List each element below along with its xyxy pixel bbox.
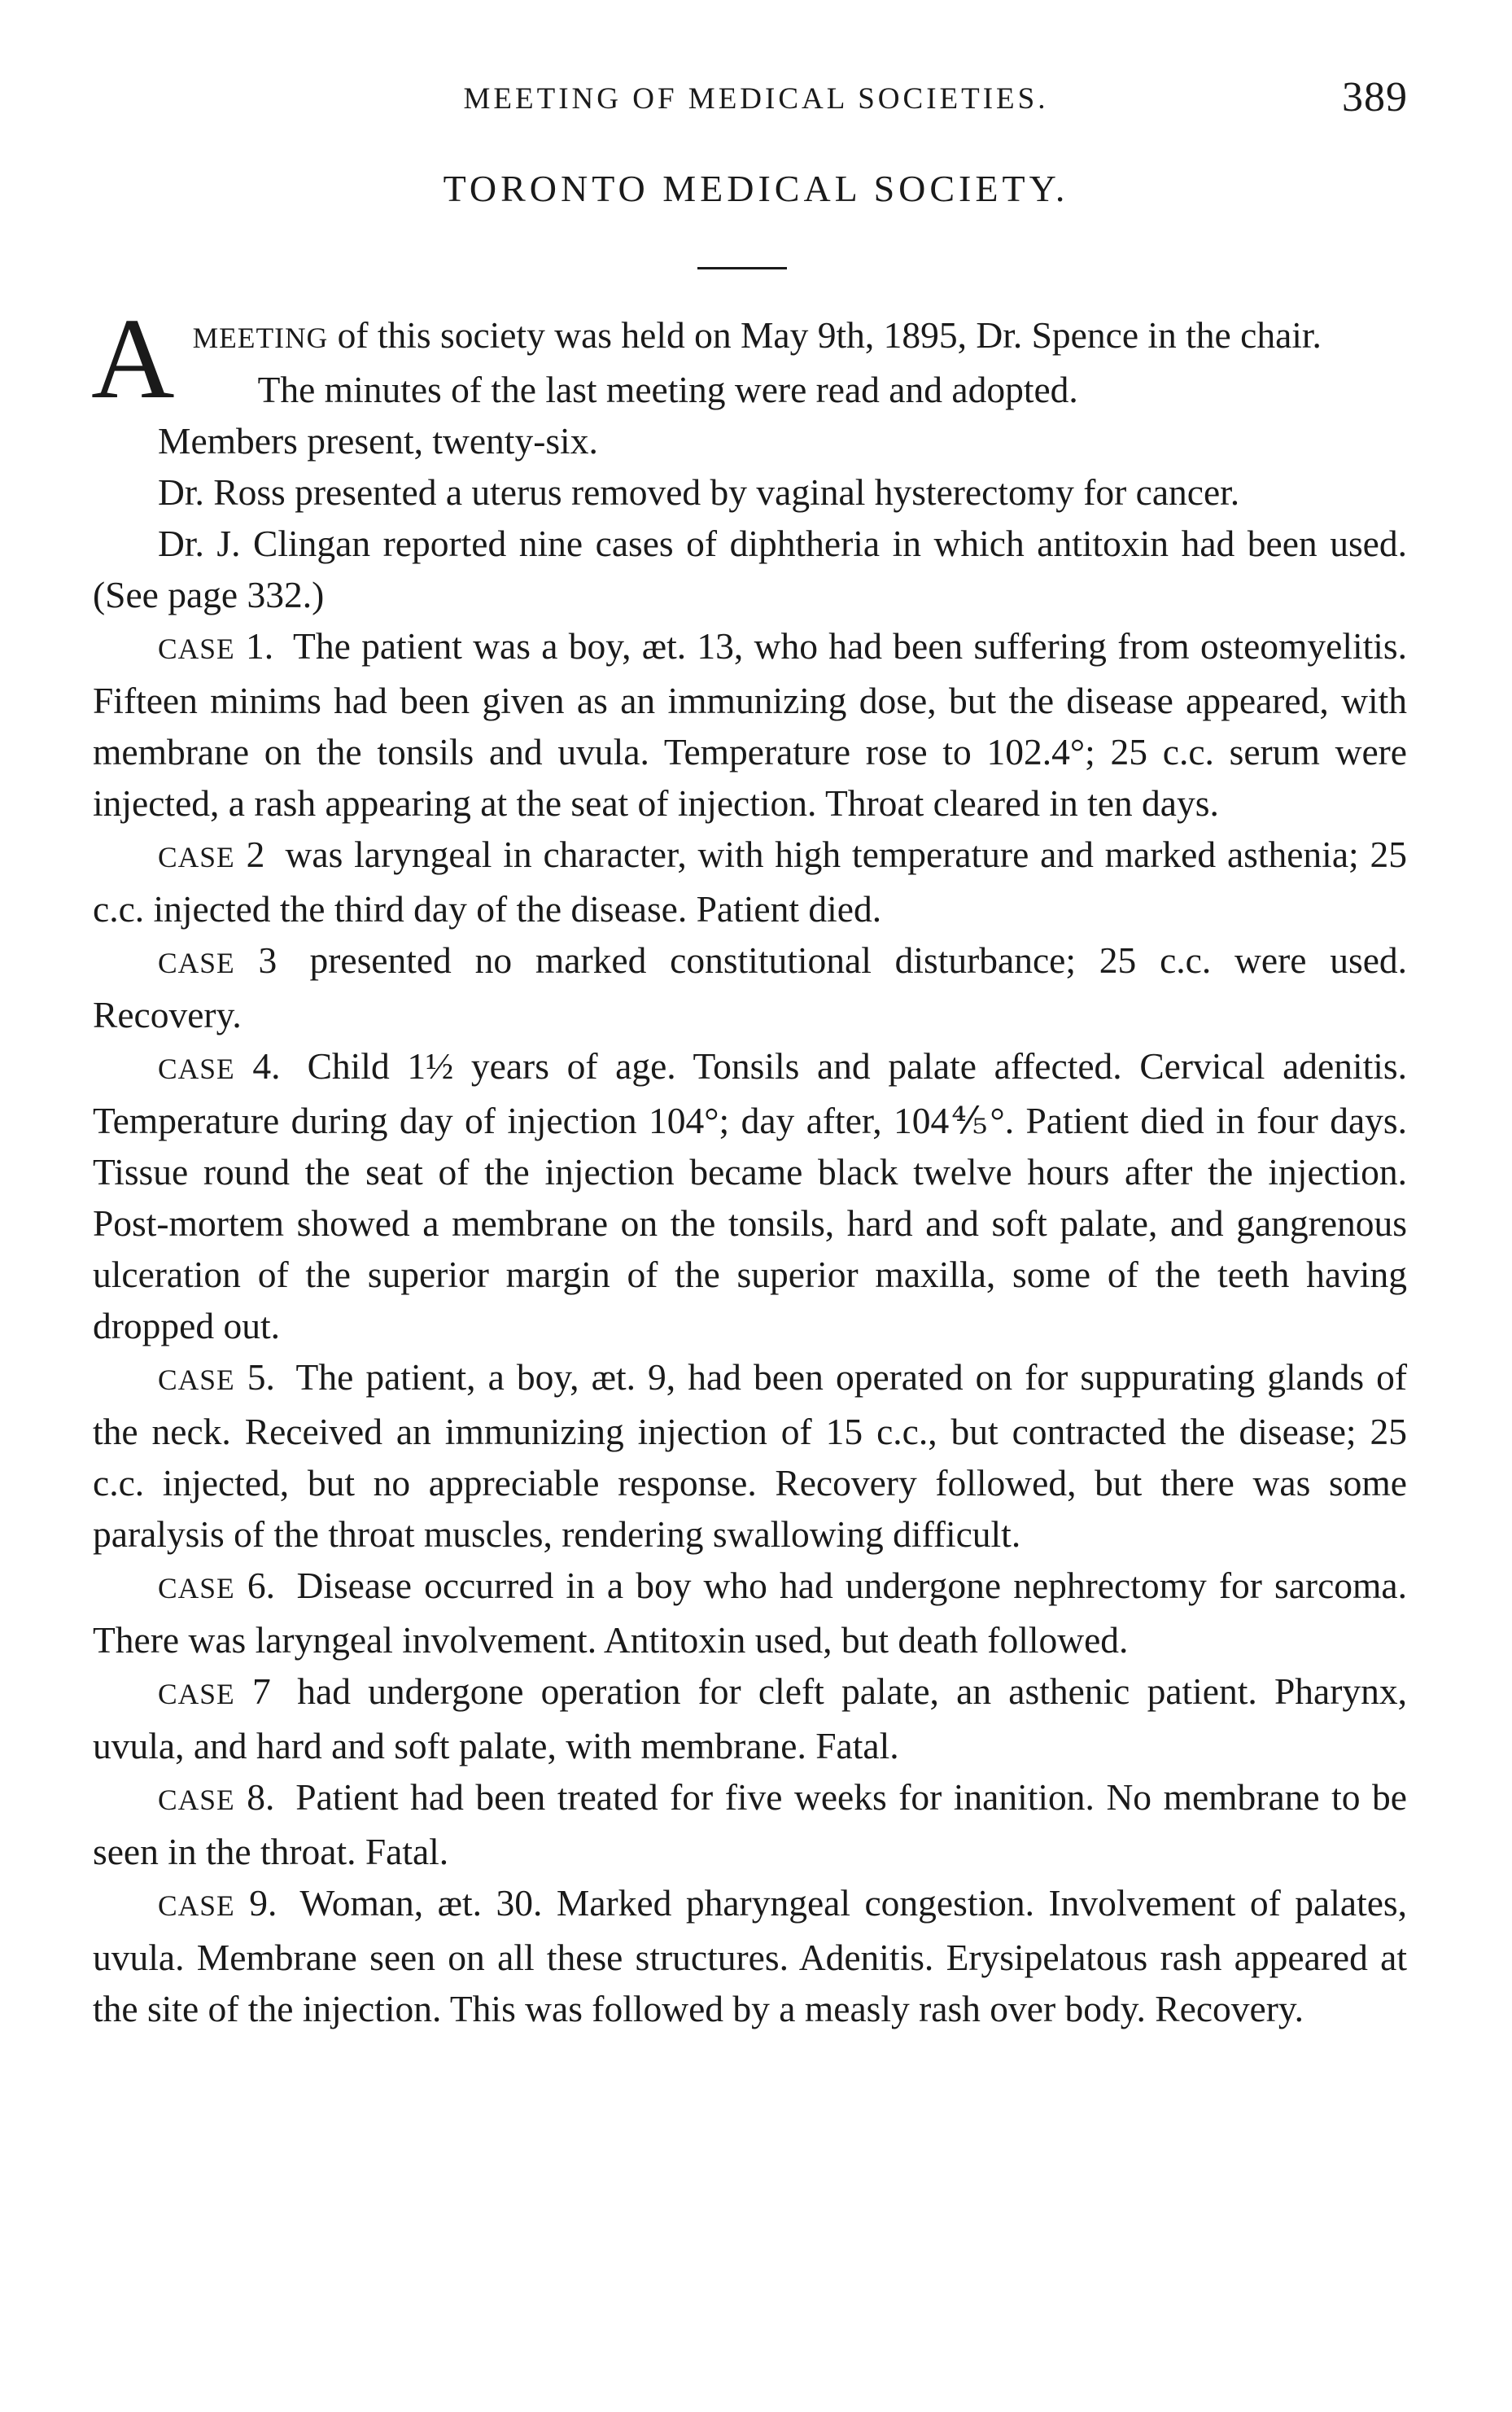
case-number: 6.	[247, 1565, 275, 1606]
opening-first-word: MEETING	[192, 322, 329, 354]
case-label: CASE	[158, 1572, 235, 1604]
case-paragraph	[93, 1877, 1407, 2034]
case-number: 9.	[249, 1882, 277, 1924]
page-number: 389	[1342, 74, 1408, 120]
paragraph-members: Members present, twenty-six.	[158, 420, 598, 462]
case-paragraph	[93, 1040, 1407, 1351]
case-number: 1.	[246, 625, 274, 667]
case-number: 5.	[247, 1356, 275, 1398]
case-label: CASE	[158, 1053, 235, 1085]
case-number: 3	[258, 939, 277, 981]
title-divider	[697, 267, 787, 269]
running-head: MEETING OF MEDICAL SOCIETIES.	[463, 82, 1049, 116]
drop-cap: A	[91, 294, 175, 422]
case-number: 4.	[252, 1045, 281, 1087]
article-title: TORONTO MEDICAL SOCIETY.	[443, 168, 1069, 209]
paragraph-ross: Dr. Ross presented a uterus removed by vaginal hysterectomy for cancer.	[158, 471, 1240, 513]
case-label: CASE	[158, 633, 235, 665]
case-paragraph	[93, 620, 1407, 829]
case-text: Woman, æt. 30. Marked pharyngeal congestion. Involvement of palates, uvula. Membrane seen on all these structures. Adenitis. Erysipelatous rash appeared at the site of the injection. This was followed by a measly rash over body. Recovery.	[93, 1882, 1408, 2029]
case-label: CASE	[158, 1889, 235, 1922]
case-text: had undergone operation for cleft palate, an asthenic patient. Pharynx, uvula, and hard and soft palate, with membrane. Fatal.	[93, 1670, 1408, 1766]
case-paragraph	[93, 1351, 1407, 1560]
case-number: 7	[251, 1670, 271, 1712]
case-text: Child 1½ years of age. Tonsils and palate affected. Cervical adenitis. Temperature during day of injection 104°; day after, 104⅘°. Patient died in four days. Tissue round the seat of the injection became black twelve hours after the injection. Post-mortem showed a membrane on the tonsils, hard and soft palate, and gangrenous ulceration of the superior margin of the superior maxilla, some of the teeth having dropped out.	[93, 1045, 1407, 1346]
case-text: Disease occurred in a boy who had undergone nephrectomy for sarcoma. There was laryngeal involvement. Antitoxin used, but death followed.	[93, 1565, 1407, 1661]
case-label: CASE	[158, 1364, 235, 1396]
article-body	[91, 294, 1408, 2034]
case-paragraph	[93, 1771, 1407, 1877]
case-paragraph	[93, 1666, 1407, 1771]
case-paragraph	[93, 1560, 1407, 1666]
paragraph-clingan: Dr. J. Clingan reported nine cases of diphtheria in which antitoxin had been used. (See page 332.)	[93, 523, 1407, 615]
case-label: CASE	[158, 1678, 235, 1710]
case-label: CASE	[158, 1784, 235, 1816]
case-text: The patient was a boy, æt. 13, who had been suffering from osteomyelitis. Fifteen minims had been given as an immunizing dose, but the disease appeared, with membrane on the tonsils and uvula. Temperature rose to 102.4°; 25 c.c. serum were injected, a rash appearing at the seat of injection. Throat cleared in ten days.	[93, 625, 1408, 824]
case-text: was laryngeal in character, with high temperature and marked asthenia; 25 c.c. injected the third day of the disease. Patient died.	[93, 834, 1407, 930]
case-label: CASE	[158, 947, 235, 979]
case-number: 8.	[247, 1776, 275, 1818]
paragraph-minutes: The minutes of the last meeting were read and adopted.	[257, 369, 1078, 410]
case-text: Patient had been treated for five weeks for inanition. No membrane to be seen in the throat. Fatal.	[93, 1776, 1407, 1872]
case-label: CASE	[158, 841, 235, 873]
case-text: presented no marked constitutional disturbance; 25 c.c. were used. Recovery.	[93, 939, 1408, 1035]
case-paragraph	[93, 935, 1407, 1040]
case-paragraph	[93, 829, 1407, 935]
case-number: 2	[246, 834, 265, 875]
case-text: The patient, a boy, æt. 9, had been operated on for suppurating glands of the neck. Received an immunizing injection of 15 c.c., but contracted the disease; 25 c.c. injected, but no appreciable response. Recovery followed, but there was some paralysis of the throat muscles, rendering swallowing difficult.	[93, 1356, 1407, 1555]
opening-text: of this society was held on May 9th, 1895, Dr. Spence in the chair.	[328, 314, 1322, 356]
